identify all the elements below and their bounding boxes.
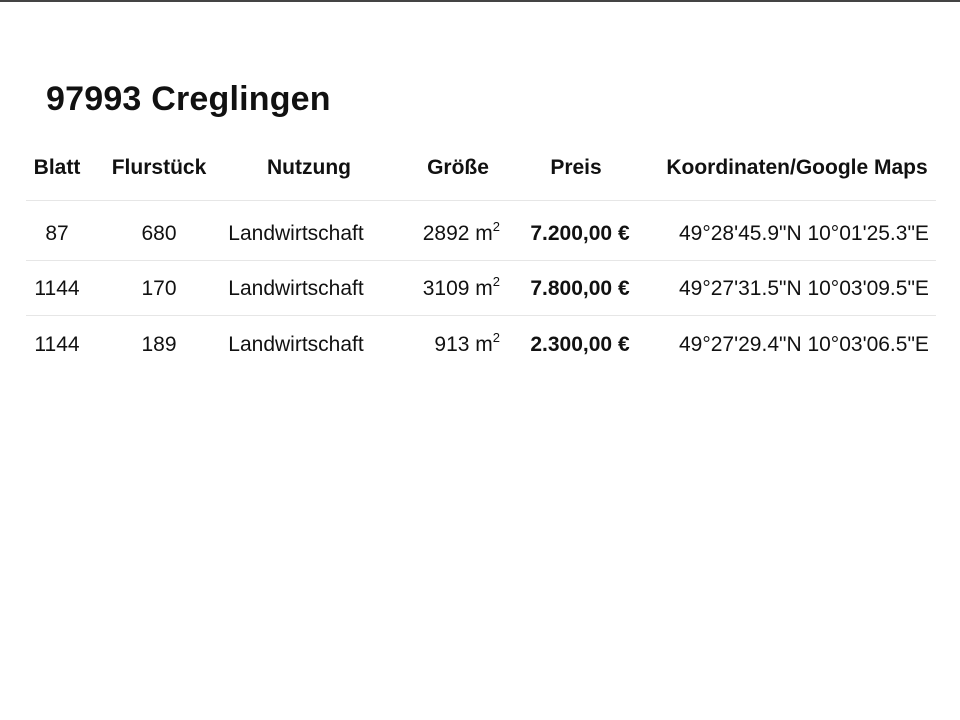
cell-groesse [422,219,500,245]
cell-flurstueck: 170 [141,277,177,300]
cell-nutzung: Landwirtschaft [228,277,364,300]
cell-blatt: 87 [45,222,69,245]
cell-koordinaten: 49°27'29.4"N 10°03'06.5"E [679,333,929,356]
cell-groesse [422,274,500,300]
cell-nutzung: Landwirtschaft [228,222,364,245]
header-koordinaten: Koordinaten/Google Maps [666,156,928,179]
cell-nutzung: Landwirtschaft [228,333,364,356]
unit-superscript: 2 [492,219,500,234]
cell-koordinaten: 49°27'31.5"N 10°03'09.5"E [679,277,929,300]
cell-koordinaten: 49°28'45.9"N 10°01'25.3"E [679,222,929,245]
groesse-value: 3109 m [422,277,493,300]
row-divider [26,260,936,261]
groesse-value: 2892 m [422,222,493,245]
cell-preis: 2.300,00 € [530,333,630,356]
cell-blatt: 1144 [34,333,80,356]
row-divider [26,200,936,201]
header-blatt: Blatt [33,156,81,179]
cell-blatt: 1144 [34,277,80,300]
groesse-value: 913 m [434,333,493,356]
header-nutzung: Nutzung [267,156,351,179]
cell-preis: 7.200,00 € [530,222,630,245]
unit-superscript: 2 [492,330,500,345]
unit-superscript: 2 [492,274,500,289]
header-flurstueck: Flurstück [111,156,207,179]
header-preis: Preis [550,156,602,179]
cell-groesse [434,330,500,356]
cell-flurstueck: 189 [141,333,177,356]
cell-preis: 7.800,00 € [530,277,630,300]
cell-flurstueck: 680 [141,222,177,245]
page-title: 97993 Creglingen [46,80,331,118]
header-groesse: Größe [427,156,489,179]
row-divider [26,315,936,316]
